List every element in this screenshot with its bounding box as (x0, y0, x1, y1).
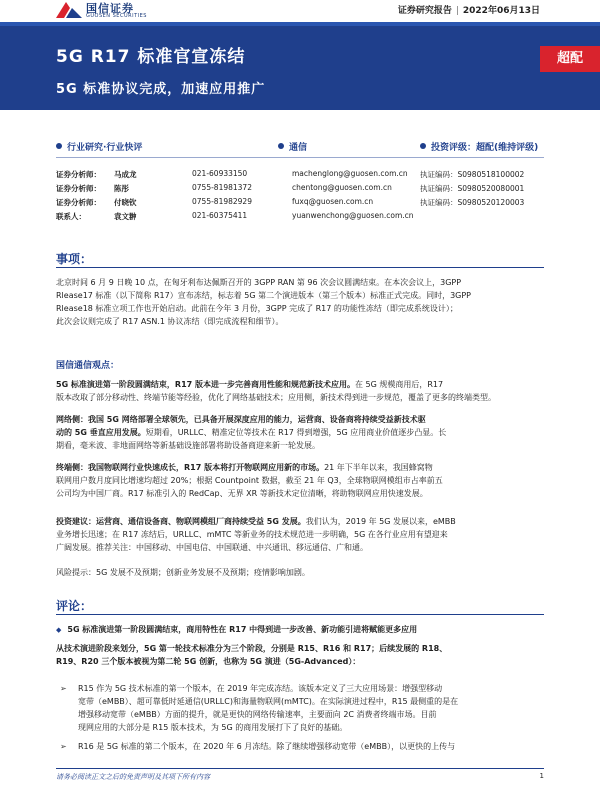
footer-divider (56, 768, 544, 769)
rating-label: 投资评级：超配(维持评级) (420, 140, 538, 154)
page-header (0, 0, 600, 22)
review-divider (56, 614, 544, 615)
logo-mark-icon (56, 0, 82, 20)
title-banner (0, 22, 600, 110)
report-title: 5G R17 标准官宣冻结 (56, 47, 246, 67)
views-paragraph-2: 网络侧：我国 5G 网络部署全球领先，已具备开展深度应用的能力，运营商、设备商将持续受益新技术驱 动的 5G 垂直应用发展。短期看，URLLC、精准定位等技术在 R17 得到增强，5G 应用商业价值逐步凸显。长 期看，毫米波、非地面网络等新基础设施部署将助设备商迎来新一轮发展。 (56, 415, 447, 450)
triangle-bullet-icon: ◆ (56, 626, 62, 634)
info-divider (56, 157, 544, 158)
report-meta (398, 3, 540, 16)
event-paragraph: 北京时间 6 月 9 日晚 10 点，在匈牙利布达佩斯召开的 3GPP RAN 第 96 次会议圆满结束。在本次会议上，3GPP Rlease17 标准（以下简称 R17）宣布冻结，标志着 5G 第二个演进版本（第三个版本）标准正式完成。同时，3GPP Rlease18 标准立项工作也开始启动。此前在今年 3 月份，3GPP 完成了 R17 的功能性冻结（即完成系统设计）； 此次会议则完成了 R17 ASN.1 协议冻结（即完成流程和细节）。 (56, 278, 472, 326)
bullet-dot-icon (278, 143, 284, 149)
arrow-bullet-icon: ➢ (60, 684, 67, 693)
analyst-row: 证券分析师： 陈彤 0755-81981372 chentong@guosen.com.cn 执证编码：S0980520080001 (56, 183, 525, 193)
review-title: 评论： (56, 599, 93, 613)
list-item: ➢ R15 作为 5G 技术标准的第一个版本，在 2019 年完成冻结。该版本定义了三大应用场景：增强型移动 宽带（eMBB）、超可靠低时延通信(URLLC)和海量物联网(mMTC)。在实际演进过程中，R15 最侧重的是在 增强移动宽带（eMBB）方面的提升，就是更快的网络传输速率，主要面向 2C 消费者终端市场。目前 现网应用的大部分是 R15 版本技术，为 5G 的商用发展打下了良好的基础。 (60, 684, 459, 732)
views-paragraph-1: 5G 标准演进第一阶段圆满结束，R17 版本进一步完善商用性能和规范新技术应用。在 5G 规模商用后，R17 版本改取了部分移动性、终端节能等经验，优化了网络基础技术；应用侧，新技术得到进一步规范，覆盖了更多的终端类型。 (56, 380, 496, 402)
banner-accent (0, 22, 600, 26)
company-logo (56, 0, 166, 22)
views-paragraph-3: 终端侧：我国物联网行业快速成长，R17 版本将打开物联网应用新的市场。21 年下半年以来，我国蜂窝物 联网用户数月度同比增速均超过 20%；根据 Countpoint 数据，截至 21 年 Q3，全球物联网模组市占率前五 公司均为中国厂商。R17 标准引入的 RedCap、无界 XR 等新技术定位清晰，将助物联网应用快速发展。 (56, 463, 443, 498)
report-subtitle: 5G 标准协议完成，加速应用推广 (56, 82, 266, 97)
sector-label: 通信 (278, 140, 307, 154)
page-number: 1 (539, 772, 544, 780)
analyst-row: 证券分析师： 付晓钦 0755-81982929 fuxq@guosen.com.cn 执证编码：S0980520120003 (56, 197, 525, 207)
rating-tag: 超配 (540, 46, 600, 72)
views-paragraph-4: 投资建议：运营商、通信设备商、物联网模组厂商持续受益 5G 发展。我们认为，2019 年 5G 发展以来，eMBB 业务增长迅速；在 R17 冻结后，URLLC、mMTC 等新业务的技术规范进一步明确，5G 在各行业应用有望迎来 广阔发展。推荐关注：中国移动、中国电信、中国联通、中兴通讯、移远通信、广和通。 (56, 517, 456, 552)
industry-label: 行业研究·行业快评 (56, 140, 142, 154)
list-item: ➢ R16 是 5G 标准的第二个版本，在 2020 年 6 月冻结。除了继续增强移动宽带（eMBB），以更快的上传与 (60, 742, 456, 751)
review-bullet: ◆ 5G 标准演进第一阶段圆满结束，商用特性在 R17 中得到进一步改善、新功能引进将赋能更多应用 (56, 625, 418, 634)
bullet-dot-icon (56, 143, 62, 149)
logo-text-en: GUOSEN SECURITIES (86, 13, 147, 19)
review-list (56, 682, 544, 753)
review-intro: 从技术演进阶段来划分，5G 第一轮技术标准分为三个阶段，分别是 R15、R16 和 R17；后续发展的 R18、 R19、R20 三个版本被视为第二轮 5G 创新，也称为 5G 演进（5G-Advanced）： (56, 644, 448, 666)
views-title: 国信通信观点： (56, 361, 120, 371)
header-separator: | (455, 6, 459, 16)
analyst-row: 联系人： 袁文翀 021-60375411 yuanwenchong@guosen.com.cn (56, 211, 414, 221)
footer-disclaimer: 请务必阅读正文之后的免责声明及其项下所有内容 (56, 773, 210, 781)
bullet-dot-icon (420, 143, 426, 149)
report-date: 2022年06月13日 (462, 6, 540, 16)
logo-text-cn: 国信证券 (86, 2, 134, 15)
arrow-bullet-icon: ➢ (60, 742, 67, 751)
report-type: 证券研究报告 (397, 6, 452, 16)
analyst-row: 证券分析师： 马成龙 021-60933150 machenglong@guosen.com.cn 执证编码：S0980518100002 (56, 169, 525, 179)
risk-warning: 风险提示：5G 发展不及预期；创新业务发展不及预期；疫情影响加剧。 (56, 568, 310, 577)
event-title: 事项： (56, 252, 93, 266)
event-divider (56, 267, 544, 268)
